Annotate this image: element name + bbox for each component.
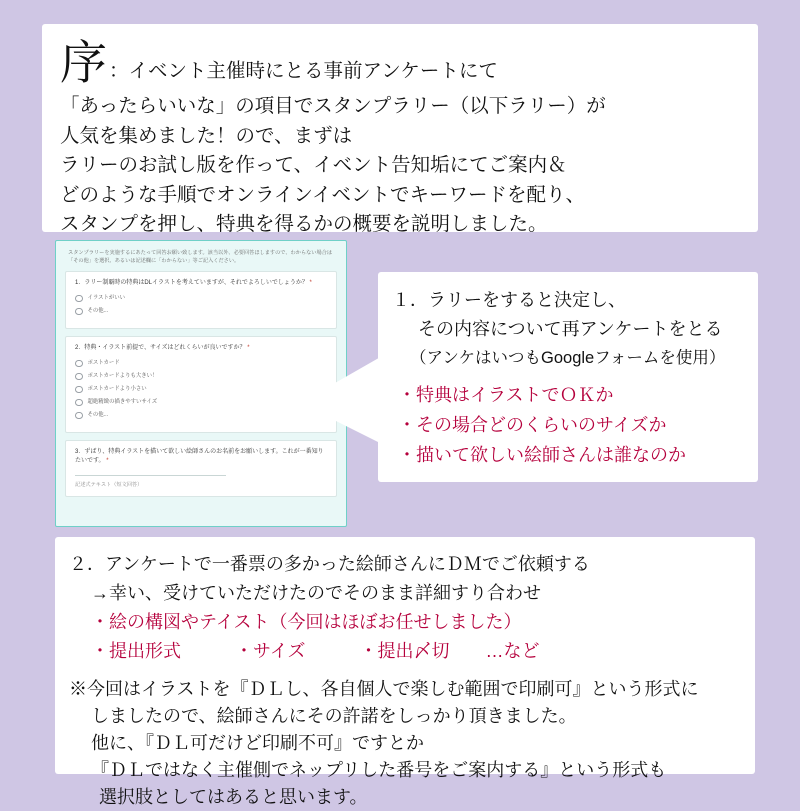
form-description: スタンプラリーを実施するにあたって回答お願い致します。該当以外、必要回答ほしますので、わからない場合は「その他」を選択、あるいは記述欄に「わからない」等ご記入ください。 — [68, 250, 333, 265]
callout-red-line: ・描いて欲しい絵師さんは誰なのか — [398, 445, 686, 465]
callout-step-2 — [55, 537, 755, 807]
form-question-title — [75, 279, 327, 288]
form-option[interactable] — [75, 385, 327, 393]
form-option-label: ポストカードよりも大きい！ — [87, 373, 158, 380]
callout-step-1 — [378, 272, 758, 482]
form-question-title — [75, 344, 327, 353]
radio-icon[interactable] — [75, 308, 83, 316]
intro-kanji: 序 — [60, 36, 107, 91]
form-text-input[interactable] — [75, 474, 226, 476]
radio-icon[interactable] — [75, 360, 83, 368]
form-option-label: その他... — [87, 308, 109, 315]
spacer — [69, 666, 745, 676]
callout-line: １．ラリーをすると決定し、 — [392, 290, 626, 310]
lower-note-line: 他に、『ＤＬ可だけど印刷不可』ですとか — [91, 733, 424, 753]
intro-body-line: スタンプを押し、特典を得るかの概要を説明しました。 — [60, 213, 548, 235]
lower-note-line: ※今回はイラストを『ＤＬし、各自個人で楽しむ範囲で印刷可』という形式に — [69, 679, 699, 699]
form-option[interactable] — [75, 359, 327, 367]
callout-line: （アンケはいつもGoogleフォームを使用） — [410, 349, 726, 367]
callout-red-line: ・特典はイラストでＯＫか — [398, 385, 614, 405]
form-question-title — [75, 448, 327, 466]
required-marker: * — [106, 458, 109, 465]
radio-icon[interactable] — [75, 399, 83, 407]
intro-card — [42, 24, 758, 235]
required-marker: * — [247, 345, 250, 352]
intro-heading — [60, 38, 746, 90]
radio-icon[interactable] — [75, 386, 83, 394]
form-option[interactable] — [75, 372, 327, 380]
intro-body-line: 「あったらいいな」の項目でスタンプラリー（以下ラリー）が — [60, 95, 606, 117]
radio-icon[interactable] — [75, 295, 83, 303]
callout-step-1-content — [378, 272, 758, 470]
form-question-text: 1．ラリー制覇時の特典はDLイラストを考えていますが、それでよろしいでしょうか？ — [75, 280, 308, 287]
form-option-label: ポストカード — [87, 360, 120, 367]
form-option-label: イラストがいい — [87, 295, 126, 302]
form-option[interactable] — [75, 294, 327, 302]
form-question-text: 2．特典・イラスト前提で、サイズはどれくらいが良いですか？ — [75, 345, 246, 352]
intro-body-line: 人気を集めました！ので、まずは — [60, 124, 353, 147]
form-option-label: その他... — [87, 412, 109, 419]
lower-line: →幸い、受けていただけたのでそのまま詳細すり合わせ — [91, 583, 541, 603]
lower-red-line: ・提出形式 ・サイズ ・提出〆切 …など — [91, 641, 540, 661]
form-question-block — [65, 271, 337, 329]
lower-red-line: ・絵の構図やテイスト（今回はほぼお任せしました） — [91, 612, 522, 632]
intro-body-line: どのような手順でオンラインイベントでキーワードを配り、 — [60, 183, 585, 206]
intro-heading-text: ：イベント主催時にとる事前アンケートにて — [109, 60, 498, 82]
intro-content — [60, 38, 746, 240]
form-option[interactable] — [75, 307, 327, 315]
lower-line: ２．アンケートで一番票の多かった絵師さんにＤＭでご依頼する — [69, 554, 590, 574]
form-option[interactable] — [75, 411, 327, 419]
radio-icon[interactable] — [75, 412, 83, 420]
callout-line: その内容について再アンケートをとる — [418, 319, 723, 339]
lower-note-line: 『ＤＬではなく主催側でネップリした番号をご案内する』という形式も — [91, 760, 667, 780]
form-option-label: 超絶精緻の描きやすいサイズ — [87, 399, 158, 406]
form-question-text: 3．ずばり、特典イラストを描いて欲しい絵師さんのお名前をお願いします。これが一番知りたいです。 — [75, 449, 324, 465]
form-answer-placeholder: 記述式テキスト（短文回答） — [75, 482, 143, 489]
callout-pointer — [300, 355, 384, 445]
intro-body — [60, 92, 746, 240]
lower-note-line: 選択肢としてはあると思います。 — [99, 787, 368, 807]
callout-step-2-content — [55, 537, 755, 811]
form-option-label: ポストカードより小さい — [87, 386, 147, 393]
required-marker: * — [309, 280, 312, 287]
spacer — [392, 373, 748, 380]
radio-icon[interactable] — [75, 373, 83, 381]
form-question-block — [65, 336, 337, 433]
callout-red-line: ・その場合どのくらいのサイズか — [398, 415, 667, 435]
intro-body-line: ラリーのお試し版を作って、イベント告知垢にてご案内＆ — [60, 154, 567, 176]
lower-note-line: しましたので、絵師さんにその許諾をしっかり頂きました。 — [91, 706, 577, 726]
form-option[interactable] — [75, 398, 327, 406]
form-question-block — [65, 440, 337, 497]
